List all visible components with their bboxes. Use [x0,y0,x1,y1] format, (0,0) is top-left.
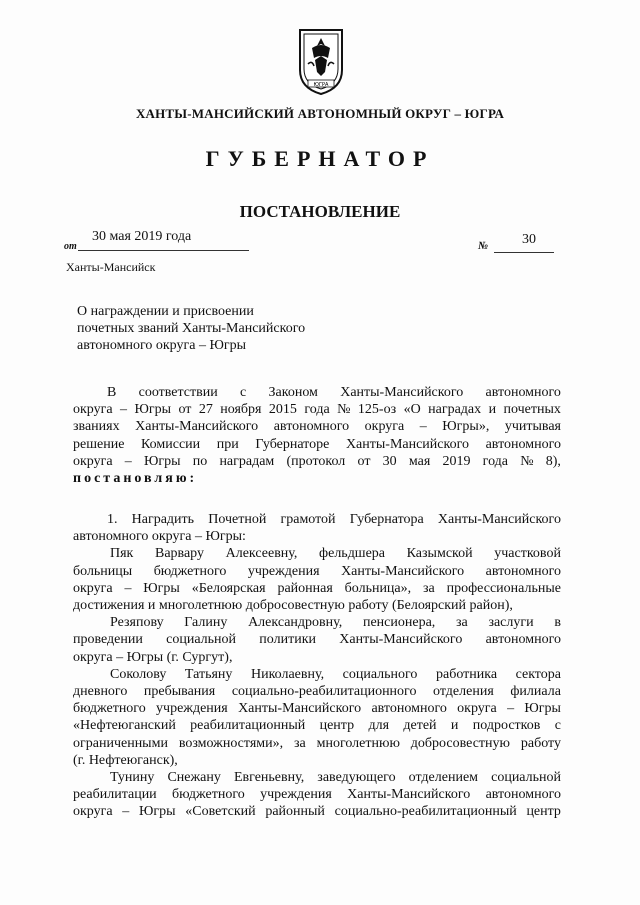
coat-of-arms-icon [294,24,348,98]
decree-word: постановляю: [73,471,198,487]
text-line [73,436,561,453]
word: по [192,453,208,469]
word: работника [435,666,498,682]
word: добросовестную [410,735,510,751]
word: Николаевну, [250,666,325,682]
word: с [554,718,561,734]
word: Варвару [154,546,204,562]
word: бюджетного [153,563,227,579]
word: 2019 [442,453,471,469]
word: округа [364,419,405,435]
word: автономного [485,436,561,452]
word: бюджетного [172,787,245,803]
word: округа [73,580,113,596]
word: Комиссии [141,436,201,452]
word: Югры [134,402,171,418]
word: отделения [433,684,494,700]
word: Югры», [442,419,490,435]
word: Тунину [110,770,155,786]
word: 8), [545,453,561,469]
word: учреждения [247,563,320,579]
word: подростков [472,718,541,734]
word: мая [408,453,431,469]
city-name: Ханты-Мансийск [66,260,156,274]
number-underline [494,252,554,253]
text-line [107,511,561,528]
word: Ханты-Мансийского [135,419,259,435]
text-line [110,666,561,683]
word: «Нефтеюганский [73,718,176,734]
word: социально-реабилитационный [334,804,517,820]
word: от [178,402,192,418]
subject-line: О награждении и присвоении [77,304,254,319]
word: районный [265,804,325,820]
region-name: ХАНТЫ-МАНСИЙСКИЙ АВТОНОМНЫЙ ОКРУГ – ЮГРА [135,106,505,121]
word: для [368,718,390,734]
word: социально-реабилитационного [231,684,417,700]
word: Ханты-Мансийского [347,787,471,803]
date-underline [78,250,249,251]
text-line: (г. Нефтеюганск), [73,752,178,768]
word: округа [73,402,113,418]
word: Снежану [167,770,221,786]
word: «О [403,402,421,418]
word: Наградить [131,512,195,527]
word: Ханты-Мансийского [340,385,464,400]
word: 2015 [268,402,297,418]
word: Законом [268,385,318,400]
word: социальной [166,632,237,648]
word: Пяк [110,546,134,562]
word: автономного [485,632,561,648]
word: больницы [73,563,133,579]
word: пребывания [143,684,216,700]
date-field [64,229,249,253]
text-line [73,580,561,597]
word: учитывая [504,419,561,435]
word: дневного [73,684,128,700]
word: наградам [219,453,275,469]
text-line [73,418,561,435]
word: года [304,402,330,418]
word: грамотой [280,512,336,527]
text-line [73,563,561,580]
text-line [73,735,561,752]
word: отделением [408,770,479,786]
word: Ханты-Мансийского [345,436,469,452]
number-prefix: № [478,240,489,252]
word: почетных [503,402,561,418]
word: детей [403,718,437,734]
text-line [73,786,561,803]
text-line: округа – Югры (г. Сургут), [73,649,233,665]
word: – [419,419,427,435]
word: автономного [485,385,561,400]
word: – [507,701,515,717]
word: работу [520,735,561,751]
text-line [73,717,561,734]
word: при [216,436,239,452]
word: Ханты-Мансийского [437,512,561,527]
word: Ханты-Мансийского [238,701,362,717]
word: политики [259,632,316,648]
word: и [450,718,459,734]
word: решение [73,436,125,452]
word: фельдшера [319,546,386,562]
word: Резяпову [110,615,164,631]
word: автономного [371,701,447,717]
word: в [554,615,561,631]
word: № [520,453,534,469]
word: Губернаторе [255,436,330,452]
text-line [110,614,561,631]
word: соответствии [138,385,218,400]
text-line [110,545,561,562]
authority-title: ГУБЕРНАТОР [205,146,435,171]
text-line [73,453,561,470]
word: Югры [138,804,176,820]
word: заслуги [488,615,534,631]
word: округа [457,701,497,717]
date-prefix: от [64,241,77,252]
word: участковой [494,546,561,562]
preamble-paragraph [73,384,561,487]
word: «Белоярская [191,580,266,596]
word: филиала [510,684,561,700]
word: реабилитационный [190,718,306,734]
word: Ханты-Мансийского [339,632,463,648]
word: Ханты-Мансийского [341,563,465,579]
word: Алексеевну, [225,546,298,562]
word: возможностями», [178,735,284,751]
word: званиях [73,419,120,435]
word: 30 [382,453,397,469]
word: Соколову [110,666,167,682]
subject-line: автономного округа – Югры [77,338,246,353]
word: многолетнюю [316,735,400,751]
document-date: 30 мая 2019 года [92,229,192,244]
award-list [73,511,561,821]
word: округа [73,804,113,820]
text-line: автономного округа – Югры: [73,529,246,545]
word: Александровну, [248,615,343,631]
word: бюджетного [73,701,146,717]
word: автономного [485,563,561,579]
document-subject [77,303,397,354]
text-line [107,384,561,401]
word: наградах [428,402,482,418]
word: районная [277,580,333,596]
word: года [482,453,508,469]
word: – [124,453,132,469]
word: реабилитации [73,787,157,803]
word: – [120,402,128,418]
number-field [478,232,554,256]
word: заведующего [317,770,396,786]
word: учреждения [156,701,228,717]
word: социальной [491,770,561,786]
word: автономного [273,419,350,435]
word: центр [319,718,355,734]
word: Казымской [406,546,473,562]
word: сектора [515,666,561,682]
word: больница», [344,580,412,596]
text-line [73,700,561,717]
word: Галину [184,615,228,631]
word: Югры [524,701,561,717]
word: 27 [198,402,213,418]
word: 1. [107,512,118,527]
word: Татьяну [184,666,233,682]
word: пенсионера, [362,615,436,631]
document-type: ПОСТАНОВЛЕНИЕ [239,202,401,221]
word: Почетной [208,512,267,527]
word: социального [342,666,418,682]
emblem-label: ЮГРА [313,82,329,88]
word: Югры [143,580,180,596]
text-line [73,631,561,648]
word: – [122,804,130,820]
word: – [124,580,132,596]
text-line [73,803,561,820]
word: проведении [73,632,143,648]
word: центр [526,804,561,820]
word: Евгеньевну, [233,770,305,786]
word: и [488,402,497,418]
document-number: 30 [522,232,536,247]
word: «Советский [185,804,256,820]
word: за [294,735,306,751]
text-line [73,683,561,700]
word: за [423,580,435,596]
word: за [455,615,468,631]
word: В [107,385,117,400]
word: учреждения [260,787,332,803]
word: автономного [485,787,561,803]
word: округа [73,453,113,469]
text-line [73,401,561,418]
subject-line: почетных званий Ханты-Мансийского [77,321,306,336]
word: профессиональные [446,580,561,596]
word: Югры [143,453,181,469]
word: № [337,402,351,418]
text-line [110,769,561,786]
text-line: достижения и многолетнюю добросовестную работу (Белоярский район), [73,598,513,614]
word: Губернатора [349,512,424,527]
word: ноября [220,402,262,418]
word: ограниченными [73,735,168,751]
word: с [240,385,247,400]
word: от [357,453,371,469]
word: (протокол [286,453,346,469]
word: 125-оз [357,402,397,418]
